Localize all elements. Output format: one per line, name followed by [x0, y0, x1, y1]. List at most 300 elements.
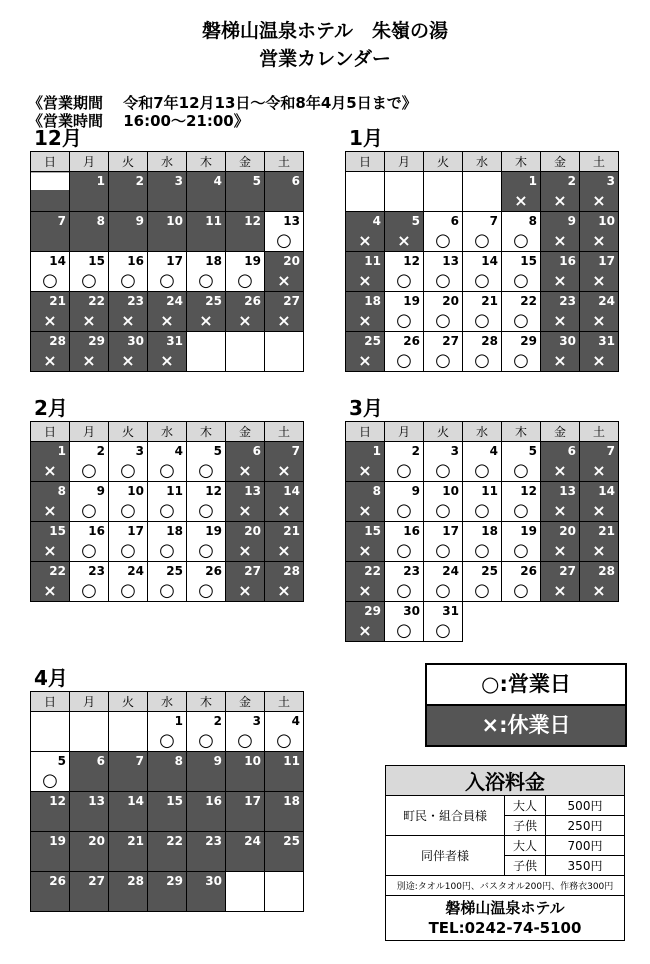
day-number: 26 — [520, 564, 537, 578]
day-number: 16 — [88, 524, 105, 538]
weekday-header: 金 — [541, 422, 580, 442]
closed-cross-icon: × — [553, 581, 567, 600]
open-circle-icon: ○ — [120, 580, 136, 601]
day-number: 18 — [481, 524, 498, 538]
open-circle-icon: ○ — [513, 580, 529, 601]
day-number: 1 — [96, 174, 105, 188]
closed-cross-icon: × — [82, 311, 96, 330]
day-number: 13 — [283, 214, 300, 228]
day-cell — [109, 872, 148, 912]
weekday-header: 火 — [424, 422, 463, 442]
day-number: 4 — [291, 714, 300, 728]
day-cell — [265, 832, 304, 872]
day-number: 27 — [244, 564, 261, 578]
day-cell — [187, 292, 226, 332]
closed-cross-icon: × — [553, 501, 567, 520]
day-number: 22 — [88, 294, 105, 308]
day-number: 26 — [205, 564, 222, 578]
open-circle-icon: ○ — [513, 460, 529, 481]
open-circle-icon: ○ — [237, 270, 253, 291]
day-cell — [31, 872, 70, 912]
day-cell — [385, 172, 424, 212]
day-number: 17 — [166, 254, 183, 268]
closed-cross-icon: × — [592, 191, 606, 210]
day-number: 8 — [528, 214, 537, 228]
day-cell — [580, 482, 619, 522]
child-price: 350円 — [546, 856, 625, 876]
day-cell — [70, 792, 109, 832]
closed-cross-icon: × — [592, 311, 606, 330]
group-name: 同伴者様 — [386, 836, 505, 876]
day-cell — [346, 212, 385, 252]
day-cell — [187, 482, 226, 522]
day-number: 25 — [205, 294, 222, 308]
day-cell — [109, 562, 148, 602]
weekday-header: 金 — [541, 152, 580, 172]
closed-cross-icon: × — [592, 501, 606, 520]
day-number: 22 — [520, 294, 537, 308]
day-number: 21 — [283, 524, 300, 538]
day-cell — [187, 712, 226, 752]
day-cell — [109, 332, 148, 372]
day-cell — [463, 522, 502, 562]
day-cell — [265, 712, 304, 752]
day-cell — [265, 522, 304, 562]
day-cell — [541, 562, 580, 602]
month-calendar — [345, 421, 619, 642]
day-cell — [463, 292, 502, 332]
day-number: 2 — [96, 444, 105, 458]
price-table — [385, 765, 625, 941]
day-cell — [187, 442, 226, 482]
day-number: 12 — [49, 794, 66, 808]
day-number: 23 — [559, 294, 576, 308]
day-number: 13 — [88, 794, 105, 808]
page-subtitle: 営業カレンダー — [259, 48, 391, 70]
day-number: 29 — [364, 604, 381, 618]
day-cell — [187, 172, 226, 212]
weekday-header: 日 — [31, 692, 70, 712]
closed-cross-icon: × — [238, 501, 252, 520]
day-cell — [580, 212, 619, 252]
day-number: 28 — [127, 874, 144, 888]
day-number: 27 — [559, 564, 576, 578]
open-circle-icon: ○ — [513, 350, 529, 371]
day-cell — [541, 522, 580, 562]
day-number: 8 — [372, 484, 381, 498]
day-number: 15 — [49, 524, 66, 538]
day-cell — [463, 442, 502, 482]
day-cell — [187, 792, 226, 832]
day-cell — [31, 712, 70, 752]
closed-cross-icon: × — [199, 311, 213, 330]
weekday-header: 木 — [187, 152, 226, 172]
child-label: 子供 — [505, 856, 546, 876]
day-number: 17 — [598, 254, 615, 268]
closed-cross-icon: × — [358, 581, 372, 600]
day-number: 19 — [403, 294, 420, 308]
day-number: 1 — [57, 444, 66, 458]
hotel-contact — [386, 896, 625, 941]
closed-cross-icon: × — [553, 461, 567, 480]
adult-label: 大人 — [505, 796, 546, 816]
day-cell — [31, 482, 70, 522]
day-cell — [541, 212, 580, 252]
weekday-header: 金 — [226, 422, 265, 442]
day-number: 30 — [127, 334, 144, 348]
day-number: 5 — [57, 754, 66, 768]
closed-cross-icon: × — [277, 541, 291, 560]
day-cell — [226, 442, 265, 482]
day-number: 29 — [520, 334, 537, 348]
day-number: 11 — [364, 254, 381, 268]
closed-cross-icon: × — [592, 231, 606, 250]
day-cell — [187, 752, 226, 792]
closed-cross-icon: × — [553, 541, 567, 560]
open-circle-icon: ○ — [120, 500, 136, 521]
day-number: 24 — [442, 564, 459, 578]
day-number: 14 — [283, 484, 300, 498]
open-circle-icon: ○ — [435, 230, 451, 251]
day-cell — [226, 792, 265, 832]
day-number: 2 — [213, 714, 222, 728]
day-number: 15 — [88, 254, 105, 268]
day-number: 8 — [96, 214, 105, 228]
open-circle-icon: ○ — [198, 540, 214, 561]
open-circle-icon: ○ — [435, 270, 451, 291]
open-circle-icon: ○ — [276, 230, 292, 251]
open-circle-icon: ○ — [474, 580, 490, 601]
day-number: 2 — [411, 444, 420, 458]
day-number: 1 — [372, 444, 381, 458]
open-circle-icon: ○ — [435, 500, 451, 521]
day-number: 16 — [127, 254, 144, 268]
day-number: 3 — [174, 174, 183, 188]
day-number: 7 — [606, 444, 615, 458]
day-cell — [31, 292, 70, 332]
day-number: 5 — [528, 444, 537, 458]
day-number: 11 — [166, 484, 183, 498]
day-cell — [70, 172, 109, 212]
closed-cross-icon: × — [43, 311, 57, 330]
weekday-header: 水 — [148, 422, 187, 442]
day-cell — [187, 212, 226, 252]
day-cell — [346, 252, 385, 292]
weekday-header: 月 — [385, 152, 424, 172]
day-number: 3 — [252, 714, 261, 728]
day-cell — [265, 172, 304, 212]
day-cell — [70, 712, 109, 752]
open-circle-icon: ○ — [198, 730, 214, 751]
closed-cross-icon: × — [238, 541, 252, 560]
adult-label: 大人 — [505, 836, 546, 856]
weekday-header: 木 — [502, 152, 541, 172]
group-name: 町民・組合員様 — [386, 796, 505, 836]
day-number: 4 — [372, 214, 381, 228]
day-cell — [187, 832, 226, 872]
day-number: 24 — [598, 294, 615, 308]
closed-cross-icon: × — [553, 271, 567, 290]
open-circle-icon: ○ — [396, 620, 412, 641]
day-number: 17 — [127, 524, 144, 538]
open-circle-icon: ○ — [159, 580, 175, 601]
day-number: 20 — [559, 524, 576, 538]
day-cell — [424, 292, 463, 332]
closed-cross-icon: × — [160, 351, 174, 370]
day-number: 31 — [442, 604, 459, 618]
day-cell — [346, 332, 385, 372]
day-cell — [31, 212, 70, 252]
weekday-header: 月 — [70, 422, 109, 442]
day-number: 22 — [166, 834, 183, 848]
day-cell — [265, 752, 304, 792]
day-cell — [580, 172, 619, 212]
open-circle-icon: ○ — [435, 540, 451, 561]
day-number: 6 — [96, 754, 105, 768]
weekday-header: 木 — [187, 692, 226, 712]
weekday-header: 月 — [385, 422, 424, 442]
day-cell — [385, 252, 424, 292]
legend — [425, 663, 627, 747]
day-cell — [502, 522, 541, 562]
day-cell — [70, 752, 109, 792]
day-number: 17 — [244, 794, 261, 808]
closed-cross-icon: × — [358, 501, 372, 520]
closed-cross-icon: × — [277, 461, 291, 480]
day-number: 20 — [88, 834, 105, 848]
closed-cross-icon: × — [121, 351, 135, 370]
day-number: 10 — [127, 484, 144, 498]
day-cell — [187, 252, 226, 292]
day-number: 7 — [57, 214, 66, 228]
open-circle-icon: ○ — [81, 270, 97, 291]
day-number: 28 — [598, 564, 615, 578]
day-cell — [148, 872, 187, 912]
day-cell — [148, 172, 187, 212]
day-number: 13 — [559, 484, 576, 498]
weekday-header: 火 — [109, 152, 148, 172]
closed-cross-icon: × — [358, 461, 372, 480]
day-number: 26 — [244, 294, 261, 308]
day-cell — [424, 172, 463, 212]
day-cell — [31, 792, 70, 832]
day-number: 6 — [291, 174, 300, 188]
open-circle-icon: ○ — [120, 540, 136, 561]
day-number: 12 — [403, 254, 420, 268]
open-circle-icon: ○ — [396, 460, 412, 481]
day-cell — [463, 332, 502, 372]
day-cell — [109, 522, 148, 562]
day-cell — [148, 332, 187, 372]
closed-cross-icon: × — [592, 271, 606, 290]
day-cell — [265, 212, 304, 252]
day-number: 2 — [567, 174, 576, 188]
closed-cross-icon: × — [238, 311, 252, 330]
open-circle-icon: ○ — [81, 500, 97, 521]
day-number: 11 — [481, 484, 498, 498]
day-number: 31 — [166, 334, 183, 348]
day-cell — [31, 172, 70, 212]
day-cell — [187, 332, 226, 372]
day-number: 18 — [166, 524, 183, 538]
open-circle-icon: ○ — [198, 460, 214, 481]
day-cell — [385, 292, 424, 332]
closed-cross-icon: × — [592, 541, 606, 560]
day-number: 23 — [403, 564, 420, 578]
day-cell — [502, 332, 541, 372]
day-number: 27 — [88, 874, 105, 888]
day-cell — [265, 292, 304, 332]
day-number: 10 — [244, 754, 261, 768]
weekday-header: 水 — [148, 692, 187, 712]
day-cell — [148, 212, 187, 252]
day-cell — [109, 212, 148, 252]
day-cell — [187, 562, 226, 602]
day-number: 25 — [481, 564, 498, 578]
month-label: 12月 — [34, 126, 82, 150]
day-cell — [580, 292, 619, 332]
day-number: 9 — [213, 754, 222, 768]
closed-cross-icon: × — [238, 581, 252, 600]
day-number: 21 — [481, 294, 498, 308]
day-cell — [265, 252, 304, 292]
day-cell — [265, 562, 304, 602]
day-cell — [346, 172, 385, 212]
day-cell — [424, 332, 463, 372]
day-number: 12 — [520, 484, 537, 498]
day-number: 20 — [442, 294, 459, 308]
day-number: 29 — [88, 334, 105, 348]
weekday-header: 水 — [463, 152, 502, 172]
day-number: 18 — [364, 294, 381, 308]
day-cell — [226, 712, 265, 752]
open-circle-icon: ○ — [513, 230, 529, 251]
day-cell — [502, 442, 541, 482]
day-cell — [502, 252, 541, 292]
day-number: 3 — [135, 444, 144, 458]
price-title: 入浴料金 — [386, 766, 625, 796]
day-cell — [187, 522, 226, 562]
open-circle-icon: ○ — [474, 310, 490, 331]
day-number: 7 — [291, 444, 300, 458]
day-cell — [502, 482, 541, 522]
business-period: 《営業期間 令和7年12月13日～令和8年4月5日まで》 — [28, 94, 417, 112]
closed-cross-icon: × — [514, 191, 528, 210]
weekday-header: 金 — [226, 692, 265, 712]
day-number: 10 — [598, 214, 615, 228]
day-number: 14 — [481, 254, 498, 268]
adult-price: 700円 — [546, 836, 625, 856]
day-cell — [148, 562, 187, 602]
weekday-header: 水 — [463, 422, 502, 442]
weekday-header: 日 — [31, 422, 70, 442]
day-number: 11 — [205, 214, 222, 228]
day-cell — [502, 212, 541, 252]
day-number: 30 — [403, 604, 420, 618]
month-label: 2月 — [34, 396, 68, 420]
day-cell — [109, 252, 148, 292]
open-circle-icon: ○ — [81, 580, 97, 601]
day-cell — [226, 212, 265, 252]
child-price: 250円 — [546, 816, 625, 836]
closed-cross-icon: × — [553, 351, 567, 370]
day-cell — [463, 562, 502, 602]
day-number: 16 — [559, 254, 576, 268]
day-number: 25 — [364, 334, 381, 348]
closed-cross-icon: × — [358, 311, 372, 330]
day-cell — [226, 332, 265, 372]
day-number: 7 — [135, 754, 144, 768]
day-cell — [226, 752, 265, 792]
day-cell — [70, 442, 109, 482]
day-number: 17 — [442, 524, 459, 538]
day-cell — [70, 832, 109, 872]
day-cell — [109, 712, 148, 752]
day-cell — [148, 252, 187, 292]
day-cell — [346, 522, 385, 562]
day-cell — [109, 832, 148, 872]
closed-cross-icon: × — [277, 581, 291, 600]
open-circle-icon: ○ — [120, 270, 136, 291]
day-cell — [31, 562, 70, 602]
open-circle-icon: ○ — [159, 270, 175, 291]
day-cell — [580, 332, 619, 372]
day-number: 23 — [127, 294, 144, 308]
closed-cross-icon: × — [160, 311, 174, 330]
day-cell — [70, 292, 109, 332]
day-number: 24 — [127, 564, 144, 578]
day-number: 1 — [528, 174, 537, 188]
day-cell — [346, 442, 385, 482]
open-circle-icon: ○ — [81, 540, 97, 561]
day-number: 9 — [567, 214, 576, 228]
day-cell — [385, 482, 424, 522]
month-label: 3月 — [349, 396, 383, 420]
day-number: 13 — [442, 254, 459, 268]
open-circle-icon: ○ — [396, 580, 412, 601]
closed-cross-icon: × — [43, 351, 57, 370]
day-cell — [109, 752, 148, 792]
day-cell — [148, 832, 187, 872]
day-cell — [346, 482, 385, 522]
day-number: 25 — [283, 834, 300, 848]
day-cell — [463, 252, 502, 292]
day-cell — [148, 752, 187, 792]
day-cell — [463, 172, 502, 212]
day-cell — [31, 522, 70, 562]
day-cell — [346, 562, 385, 602]
open-circle-icon: ○ — [435, 620, 451, 641]
month-label: 4月 — [34, 666, 68, 690]
closed-cross-icon: × — [592, 581, 606, 600]
closed-cross-icon: × — [358, 231, 372, 250]
open-circle-icon: ○ — [198, 500, 214, 521]
day-cell — [31, 832, 70, 872]
day-number: 2 — [135, 174, 144, 188]
day-cell — [31, 752, 70, 792]
day-number: 21 — [127, 834, 144, 848]
legend-closed: ×:休業日 — [427, 706, 625, 745]
day-number: 20 — [283, 254, 300, 268]
weekday-header: 日 — [346, 422, 385, 442]
day-number: 5 — [252, 174, 261, 188]
day-number: 13 — [244, 484, 261, 498]
closed-cross-icon: × — [553, 311, 567, 330]
open-circle-icon: ○ — [120, 460, 136, 481]
day-cell — [31, 252, 70, 292]
closed-cross-icon: × — [553, 231, 567, 250]
month-calendar — [30, 151, 304, 372]
